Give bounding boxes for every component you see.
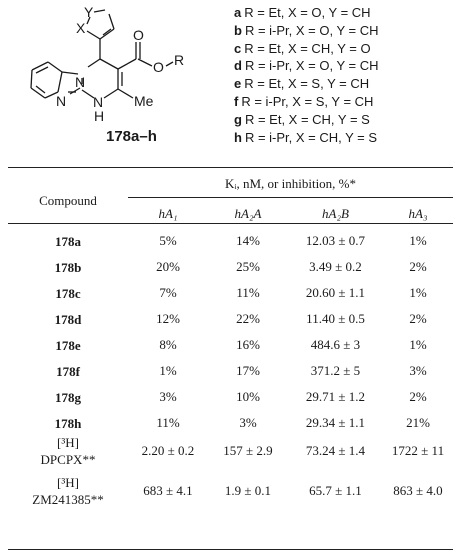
compound-cell: [³H] DPCPX** bbox=[40, 435, 96, 467]
legend-letter: g bbox=[234, 111, 242, 127]
value-cell: 7% bbox=[159, 285, 177, 300]
value-cell: 683 ± 4.1 bbox=[143, 483, 193, 498]
value-cell: 11% bbox=[236, 285, 260, 300]
legend-line bbox=[234, 129, 454, 147]
legend-letter: f bbox=[234, 93, 239, 109]
value-cell: 3% bbox=[409, 363, 427, 378]
value-cell: 21% bbox=[406, 415, 430, 430]
value-cell: 1% bbox=[409, 233, 427, 248]
legend-letter: e bbox=[234, 76, 242, 92]
value-cell: 1% bbox=[159, 363, 177, 378]
atom-x: X bbox=[76, 20, 86, 36]
bond bbox=[109, 14, 114, 29]
legend-letter: c bbox=[234, 40, 242, 56]
value-cell: 11% bbox=[156, 415, 180, 430]
legend-line bbox=[234, 75, 454, 93]
legend-line bbox=[234, 4, 454, 22]
subheader-2: hA₂B bbox=[322, 206, 349, 221]
value-cell: 17% bbox=[236, 363, 260, 378]
value-cell: 1% bbox=[409, 337, 427, 352]
value-cell: 25% bbox=[236, 259, 260, 274]
value-cell: 12.03 ± 0.7 bbox=[305, 233, 366, 248]
atom-h: H bbox=[94, 108, 105, 124]
value-cell: 12% bbox=[156, 311, 180, 326]
value-cell: 3% bbox=[239, 415, 257, 430]
value-cell: 65.7 ± 1.1 bbox=[309, 483, 362, 498]
atom-y: Y bbox=[84, 4, 94, 20]
bond bbox=[138, 59, 152, 66]
value-cell: 863 ± 4.0 bbox=[393, 483, 443, 498]
value-cell: 3% bbox=[159, 389, 177, 404]
legend-letter: b bbox=[234, 22, 242, 38]
ki-header: Kᵢ, nM, or inhibition, %* bbox=[224, 176, 357, 191]
subheader-1: hA₂A bbox=[234, 206, 262, 221]
value-cell: 20% bbox=[156, 259, 180, 274]
value-cell: 11.40 ± 0.5 bbox=[306, 311, 365, 326]
subheader-3: hA₃ bbox=[408, 206, 428, 221]
bond bbox=[88, 59, 100, 67]
bond bbox=[104, 89, 118, 98]
legend-text: R = Et, X = CH, Y = O bbox=[244, 40, 371, 56]
table-bottom-rule bbox=[8, 549, 453, 550]
compound-cell: 178h bbox=[54, 416, 82, 431]
bond bbox=[166, 62, 173, 66]
value-cell: 5% bbox=[159, 233, 177, 248]
compound-cell: 178d bbox=[54, 312, 82, 327]
value-cell: 29.71 ± 1.2 bbox=[305, 389, 366, 404]
bond bbox=[58, 72, 62, 92]
structure-label: 178a–h bbox=[106, 128, 157, 145]
value-cell: 22% bbox=[236, 311, 260, 326]
bond bbox=[31, 88, 45, 98]
value-cell: 484.6 ± 3 bbox=[310, 337, 361, 352]
bond bbox=[31, 70, 32, 88]
atom-me: Me bbox=[134, 93, 154, 109]
compound-cell: 178b bbox=[54, 260, 82, 275]
atom-n: N bbox=[56, 93, 67, 109]
compound-cell: 178c bbox=[55, 286, 81, 301]
value-cell: 1.9 ± 0.1 bbox=[224, 483, 272, 498]
compound-cell: 178e bbox=[55, 338, 81, 353]
bond bbox=[87, 31, 100, 39]
compound-cell: [³H] ZM241385** bbox=[32, 475, 104, 507]
legend-text: R = i-Pr, X = O, Y = CH bbox=[244, 58, 379, 74]
compound-header: Compound bbox=[39, 193, 97, 208]
value-cell: 2.20 ± 0.2 bbox=[141, 443, 195, 458]
legend-letter: h bbox=[234, 129, 242, 145]
legend-text: R = Et, X = CH, Y = S bbox=[244, 111, 370, 127]
header-sub-rule bbox=[128, 197, 453, 198]
value-cell: 14% bbox=[236, 233, 260, 248]
bond bbox=[118, 59, 136, 69]
legend-line bbox=[234, 111, 454, 129]
bond bbox=[94, 10, 105, 12]
value-cell: 8% bbox=[159, 337, 177, 352]
value-cell: 16% bbox=[236, 337, 260, 352]
value-cell: 1% bbox=[409, 285, 427, 300]
legend-letter: a bbox=[234, 5, 242, 20]
value-cell: 2% bbox=[409, 259, 427, 274]
value-cell: 2% bbox=[409, 389, 427, 404]
legend-letter: d bbox=[234, 58, 242, 74]
legend-line bbox=[234, 57, 454, 75]
structure-drawing bbox=[18, 2, 223, 127]
atom-r: R bbox=[174, 52, 185, 68]
bond bbox=[48, 62, 62, 72]
legend-text: R = Et, X = S, Y = CH bbox=[244, 76, 370, 92]
atom-o: O bbox=[153, 59, 164, 75]
substituent-legend bbox=[234, 4, 454, 146]
value-cell: 371.2 ± 5 bbox=[310, 363, 361, 378]
value-cell: 157 ± 2.9 bbox=[223, 443, 273, 458]
legend-text: R = i-Pr, X = S, Y = CH bbox=[241, 93, 374, 109]
value-cell: 3.49 ± 0.2 bbox=[309, 259, 362, 274]
atom-o: O bbox=[133, 27, 144, 43]
chemical-structure bbox=[18, 2, 223, 152]
compound-cell: 178f bbox=[56, 364, 80, 379]
atom-n: N bbox=[93, 94, 104, 110]
bond bbox=[100, 29, 114, 39]
compound-cell: 178a bbox=[55, 234, 81, 249]
legend-line bbox=[234, 22, 454, 40]
value-cell: 10% bbox=[236, 389, 260, 404]
table-top-rule bbox=[8, 167, 453, 168]
bond bbox=[100, 59, 118, 69]
value-cell: 2% bbox=[409, 311, 427, 326]
legend-text: R = Et, X = O, Y = CH bbox=[244, 5, 371, 20]
bond bbox=[36, 67, 48, 73]
legend-text: R = i-Pr, X = O, Y = CH bbox=[244, 22, 379, 38]
value-cell: 29.34 ± 1.1 bbox=[305, 415, 366, 430]
legend-text: R = i-Pr, X = CH, Y = S bbox=[244, 129, 378, 145]
header-bottom-rule bbox=[8, 223, 453, 224]
legend-line bbox=[234, 93, 454, 111]
value-cell: 20.60 ± 1.1 bbox=[305, 285, 366, 300]
atom-n: N bbox=[75, 74, 86, 90]
subheader-0: hA₁ bbox=[158, 206, 178, 221]
compound-cell: 178g bbox=[55, 390, 81, 405]
value-cell: 1722 ± 11 bbox=[391, 443, 445, 458]
value-cell: 73.24 ± 1.4 bbox=[305, 443, 366, 458]
legend-line bbox=[234, 40, 454, 58]
bond bbox=[118, 89, 133, 98]
